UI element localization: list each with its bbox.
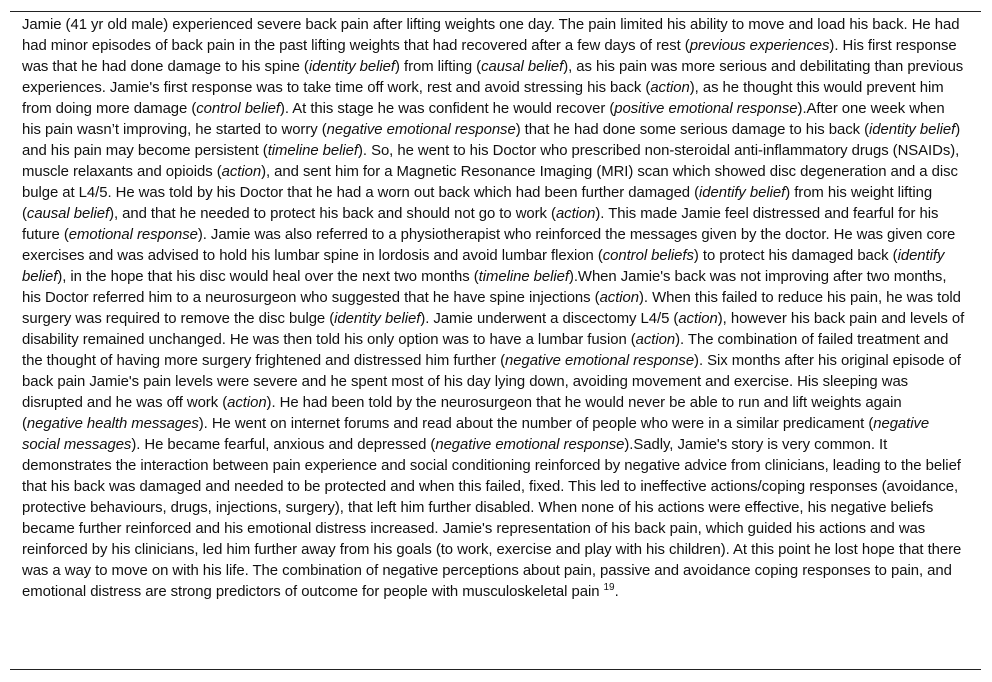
text-run: ) from lifting (: [394, 59, 482, 75]
text-run: .: [614, 584, 619, 600]
text-run: ) and his pain may become persistent (: [22, 122, 961, 159]
text-run: Jamie (41 yr old male) experienced severe back pain after lifting weights one day. The pain limited his ability to move and load his back. He had had minor episodes of back pain in the past lifting weights that had recovered after a few days of rest (: [22, 17, 960, 54]
italic-annotation: negative emotional response: [326, 122, 516, 138]
italic-annotation: causal belief: [26, 206, 110, 222]
text-run: ). He became fearful, anxious and depressed (: [131, 437, 436, 453]
italic-annotation: timeline belief: [267, 143, 358, 159]
text-run: ). His first response was that he had done damage to his spine (: [22, 38, 957, 75]
italic-annotation: action: [221, 164, 262, 180]
italic-annotation: emotional response: [68, 227, 198, 243]
text-run: ), in the hope that his disc would heal over the next two months (: [57, 269, 479, 285]
case-study-box: [10, 11, 981, 670]
text-run: ).Sadly, Jamie's story is very common. It demonstrates the interaction between pain experience and social conditioning reinforced by negative advice from clinicians, leading to the belief that his back was damaged and needed to be protected and when this failed, fixed. This led to ineffective actions/coping responses (avoidance, protective behaviours, drugs, injections, surgery), that left him further disabled. When none of his actions were effective, his negative beliefs became further reinforced and his emotional distress increased. Jamie's representation of his back pain, which guided his actions and was reinforced by his clinicians, led him further away from his goals (to work, exercise and play with his children). At this point he lost hope that there was a way to move on with his life. The combination of negative perceptions about pain, passive and avoidance coping responses to pain, and emotional distress are strong predictors of outcome for people with musculoskeletal pain: [22, 437, 962, 600]
case-study-text: [22, 15, 966, 603]
text-run: ), and sent him for a Magnetic Resonance Imaging (MRI) scan which showed disc degeneration and a disc bulge at L4/5. He was told by his Doctor that he had a worn out back which had been further damaged (: [22, 164, 958, 201]
italic-annotation: action: [678, 311, 718, 327]
italic-annotation: action: [650, 80, 690, 96]
text-run: ), as he thought this would prevent him from doing more damage (: [22, 80, 944, 117]
italic-annotation: positive emotional response: [614, 101, 798, 117]
italic-annotation: action: [599, 290, 639, 306]
text-run: ). So, he went to his Doctor who prescribed non-steroidal anti-inflammatory drugs (NSAIDs), muscle relaxants and opioids (: [22, 143, 960, 180]
text-run: ). The combination of failed treatment and the thought of having more surgery frightened and distressed him further (: [22, 332, 949, 369]
italic-annotation: negative social messages: [22, 416, 930, 453]
text-run: ) to protect his damaged back (: [693, 248, 898, 264]
text-run: ). At this stage he was confident he would recover (: [280, 101, 615, 117]
italic-annotation: negative emotional response: [505, 353, 695, 369]
italic-annotation: negative health messages: [26, 416, 199, 432]
italic-annotation: action: [635, 332, 676, 348]
text-run: ) from his weight lifting (: [22, 185, 933, 222]
italic-annotation: identity belief: [869, 122, 956, 138]
italic-annotation: identify belief: [22, 248, 945, 285]
text-run: ). Six months after his original episode of back pain Jamie's pain levels were severe and he spent most of his day lying down, avoiding movement and exercise. His sleeping was disrupted and he was off work (: [22, 353, 961, 411]
reference-superscript: 19: [603, 582, 615, 594]
italic-annotation: identify belief: [699, 185, 786, 201]
italic-annotation: previous experiences: [689, 38, 830, 54]
italic-annotation: action: [555, 206, 596, 222]
italic-annotation: control belief: [196, 101, 280, 117]
text-run: ) that he had done some serious damage to his back (: [515, 122, 870, 138]
text-run: ), however his back pain and levels of disability remained unchanged. He was then told his only option was to have a lumbar fusion (: [22, 311, 965, 348]
italic-annotation: action: [227, 395, 267, 411]
text-run: ). Jamie underwent a discectomy L4/5 (: [420, 311, 679, 327]
text-run: ). Jamie was also referred to a physiotherapist who reinforced the messages given by the doctor. He was given core exercises and was advised to hold his lumbar spine in lordosis and avoid lumbar flexion (: [22, 227, 956, 264]
text-run: ). When this failed to reduce his pain, he was told surgery was required to remove the disc bulge (: [22, 290, 961, 327]
italic-annotation: timeline belief: [478, 269, 569, 285]
text-run: ). This made Jamie feel distressed and fearful for his future (: [22, 206, 939, 243]
italic-annotation: identity belief: [308, 59, 395, 75]
text-run: ).After one week when his pain wasn’t improving, he started to worry (: [22, 101, 945, 138]
text-run: ).When Jamie's back was not improving after two months, his Doctor referred him to a neurosurgeon who suggested that he have spine injections (: [22, 269, 947, 306]
italic-annotation: causal belief: [481, 59, 564, 75]
italic-annotation: identity belief: [334, 311, 421, 327]
text-run: ), as his pain was more serious and debilitating than previous experiences. Jamie's first response was to take time off work, rest and avoid stressing his back (: [22, 59, 964, 96]
text-run: ), and that he needed to protect his back and should not go to work (: [109, 206, 556, 222]
text-run: ). He had been told by the neurosurgeon that he would never be able to run and lift weights again (: [22, 395, 902, 432]
italic-annotation: negative emotional response: [435, 437, 625, 453]
italic-annotation: control beliefs: [602, 248, 694, 264]
text-run: ). He went on internet forums and read about the number of people who were in a similar predicament (: [198, 416, 874, 432]
